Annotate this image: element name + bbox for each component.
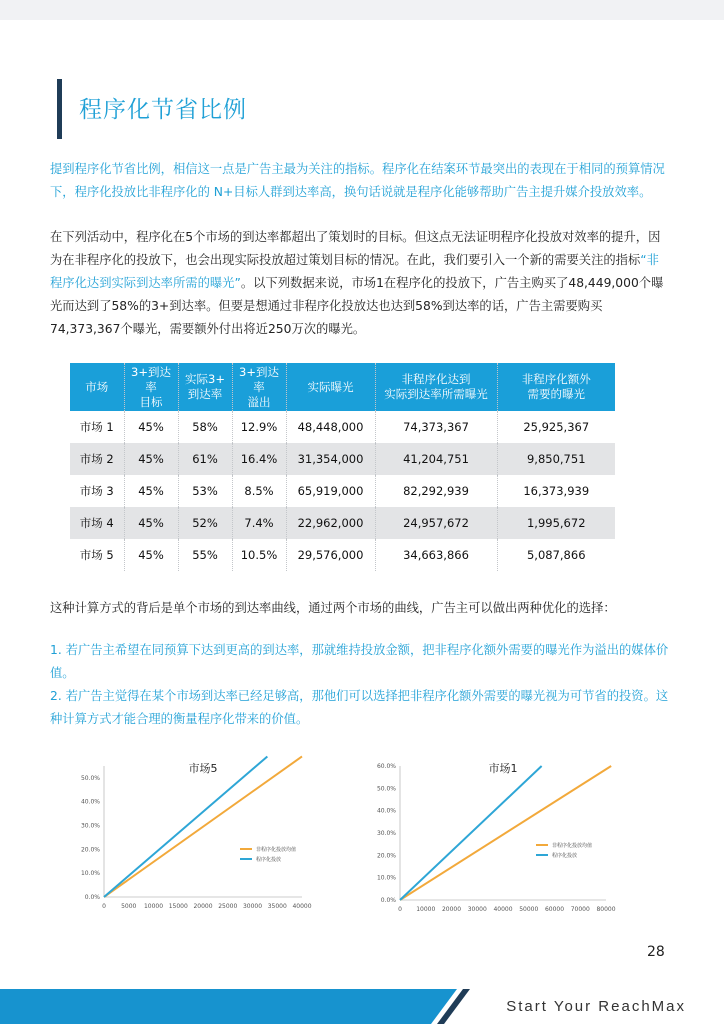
y-tick-label: 50.0% <box>80 774 100 782</box>
x-tick-label: 5000 <box>121 903 137 910</box>
table-cell: 市场 4 <box>70 507 124 539</box>
table-cell: 45% <box>124 411 178 443</box>
footer-blue-shape <box>0 989 457 1024</box>
table-cell: 65,919,000 <box>286 475 375 507</box>
table-cell: 53% <box>178 475 232 507</box>
table-cell: 31,354,000 <box>286 443 375 475</box>
chart-market-1-svg <box>366 752 646 917</box>
table-cell: 82,292,939 <box>375 475 497 507</box>
table-cell: 41,204,751 <box>375 443 497 475</box>
method-paragraph: 这种计算方式的背后是单个市场的到达率曲线，通过两个市场的曲线，广告主可以做出两种优化的选择： <box>50 601 616 615</box>
x-tick-label: 30000 <box>242 903 263 910</box>
x-tick-label: 0 <box>102 903 106 910</box>
y-tick-label: 40.0% <box>80 798 100 806</box>
campaign-highlight: “非程序化达到实际到达率所需的曝光” <box>50 253 659 290</box>
table-row <box>70 539 615 571</box>
table-row <box>70 475 615 507</box>
table-cell: 16,373,939 <box>497 475 615 507</box>
x-tick-label: 15000 <box>168 903 188 910</box>
campaign-paragraph <box>50 226 670 341</box>
chart-market-5 <box>70 752 330 917</box>
campaign-text-1: 在下列活动中，程序化在5个市场的到达率都超出了策划时的目标。但这点无法证明程序化投放对效率的提升，因为在非程序化的投放下，也会出现实际投放超过策划目标的情况。在此，我们要引入一个新的需要关注的指标 <box>50 230 661 267</box>
series-line <box>400 766 542 900</box>
table-cell: 市场 2 <box>70 443 124 475</box>
page-number: 28 <box>647 944 665 960</box>
y-tick-label: 50.0% <box>376 785 396 793</box>
x-tick-label: 50000 <box>519 906 539 913</box>
table-cell: 48,448,000 <box>286 411 375 443</box>
option-1-paragraph: 1. 若广告主希望在同预算下达到更高的到达率，那就维持投放金额，把非程序化额外需要的曝光作为溢出的媒体价值。 <box>50 643 669 680</box>
y-tick-label: 20.0% <box>376 852 396 860</box>
x-tick-label: 80000 <box>596 906 616 913</box>
table-cell: 市场 1 <box>79 420 114 434</box>
table-cell: 8.5% <box>232 475 286 507</box>
table-cell: 45% <box>124 443 178 475</box>
chart-market-5-svg <box>70 752 330 917</box>
y-tick-label: 40.0% <box>376 807 396 815</box>
y-tick-label: 30.0% <box>376 830 396 837</box>
table-cell: 45% <box>124 539 178 571</box>
option-2-paragraph: 2. 若广告主觉得在某个市场到达率已经足够高，那他们可以选择把非程序化额外需要的曝光视为可节省的投资。这种计算方式才能合理的衡量程序化带来的价值。 <box>50 689 669 726</box>
y-tick-label: 10.0% <box>80 870 100 878</box>
table-cell: 7.4% <box>232 507 286 539</box>
campaign-text-2: 。以下列数据来说，市场1在程序化的投放下，广告主购买了48,449,000个曝光而达到了58%的3+到达率。但要是想通过非程序化投放达也达到58%到达率的话，广告主需要购买74,373,367个曝光，需要额外付出将近250万次的曝光。 <box>50 276 664 336</box>
table-cell: 22,962,000 <box>286 507 375 539</box>
table-cell: 10.5% <box>232 539 286 571</box>
table-cell: 市场 5 <box>79 548 114 562</box>
table-row <box>70 411 615 443</box>
legend-label: 程序化投放 <box>552 853 578 859</box>
table-cell: 61% <box>178 443 232 475</box>
col-header-nonprog-needed: 非程序化达到 实际到达率所需曝光 <box>375 363 497 411</box>
title-accent-bar <box>57 79 62 139</box>
table-cell: 58% <box>178 411 232 443</box>
y-tick-label: 0.0% <box>84 894 100 901</box>
table-cell: 34,663,866 <box>375 539 497 571</box>
table-cell: 74,373,367 <box>375 411 497 443</box>
series-line <box>400 766 611 900</box>
y-tick-label: 10.0% <box>376 874 396 882</box>
x-tick-label: 60000 <box>544 906 565 913</box>
y-tick-label: 0.0% <box>380 897 396 904</box>
table-cell: 16.4% <box>232 443 286 475</box>
table-row <box>70 507 615 539</box>
x-tick-label: 10000 <box>143 903 164 910</box>
chart-market-1 <box>366 752 646 917</box>
x-tick-label: 20000 <box>441 906 462 913</box>
x-tick-label: 40000 <box>493 906 513 913</box>
col-header-overflow: 3+到达率 溢出 <box>232 363 286 411</box>
col-header-target: 3+到达率 目标 <box>124 363 178 411</box>
col-header-impressions: 实际曝光 <box>286 363 375 411</box>
table-cell: 12.9% <box>232 411 286 443</box>
x-tick-label: 70000 <box>570 906 590 913</box>
y-tick-label: 60.0% <box>376 763 396 770</box>
y-tick-label: 30.0% <box>80 822 100 830</box>
x-tick-label: 20000 <box>193 903 213 910</box>
table-cell: 5,087,866 <box>497 539 615 571</box>
col-header-market: 市场 <box>70 363 124 411</box>
table-cell: 52% <box>178 507 232 539</box>
legend-label: 程序化投放 <box>256 857 282 863</box>
table-cell: 45% <box>124 475 178 507</box>
table-cell: 1,995,672 <box>497 507 615 539</box>
table-header-row <box>70 363 615 411</box>
col-header-nonprog-extra: 非程序化额外 需要的曝光 <box>497 363 615 411</box>
intro-paragraph: 提到程序化节省比例，相信这一点是广告主最为关注的指标。程序化在结案环节最突出的表现在于相同的预算情况下，程序化投放比非程序化的 N+目标人群到达率高，换句话说就是程序化能够帮助广告主提升媒介投放效率。 <box>50 162 665 199</box>
market-table <box>70 363 615 571</box>
table-row <box>70 443 615 475</box>
table-cell: 24,957,672 <box>375 507 497 539</box>
table-cell: 45% <box>124 507 178 539</box>
chart-title: 市场5 <box>188 762 218 775</box>
chart-title: 市场1 <box>488 762 518 775</box>
legend-label: 非程序化投放均值 <box>256 847 297 853</box>
x-tick-label: 25000 <box>218 903 238 910</box>
top-band <box>0 0 724 20</box>
footer-tagline: Start Your ReachMax <box>506 998 686 1015</box>
x-tick-label: 35000 <box>267 903 287 910</box>
table-cell: 29,576,000 <box>286 539 375 571</box>
x-tick-label: 40000 <box>292 903 312 910</box>
page-title: 程序化节省比例 <box>79 97 247 123</box>
series-line <box>104 756 302 897</box>
table-cell: 25,925,367 <box>497 411 615 443</box>
legend-label: 非程序化投放均值 <box>552 843 593 849</box>
x-tick-label: 0 <box>398 906 402 913</box>
table-cell: 55% <box>178 539 232 571</box>
series-line <box>104 756 267 897</box>
x-tick-label: 30000 <box>467 906 487 913</box>
col-header-actual-reach: 实际3+ 到达率 <box>178 363 232 411</box>
y-tick-label: 20.0% <box>80 846 100 854</box>
table-cell: 9,850,751 <box>497 443 615 475</box>
table-cell: 市场 3 <box>79 484 114 498</box>
x-tick-label: 10000 <box>416 906 436 913</box>
